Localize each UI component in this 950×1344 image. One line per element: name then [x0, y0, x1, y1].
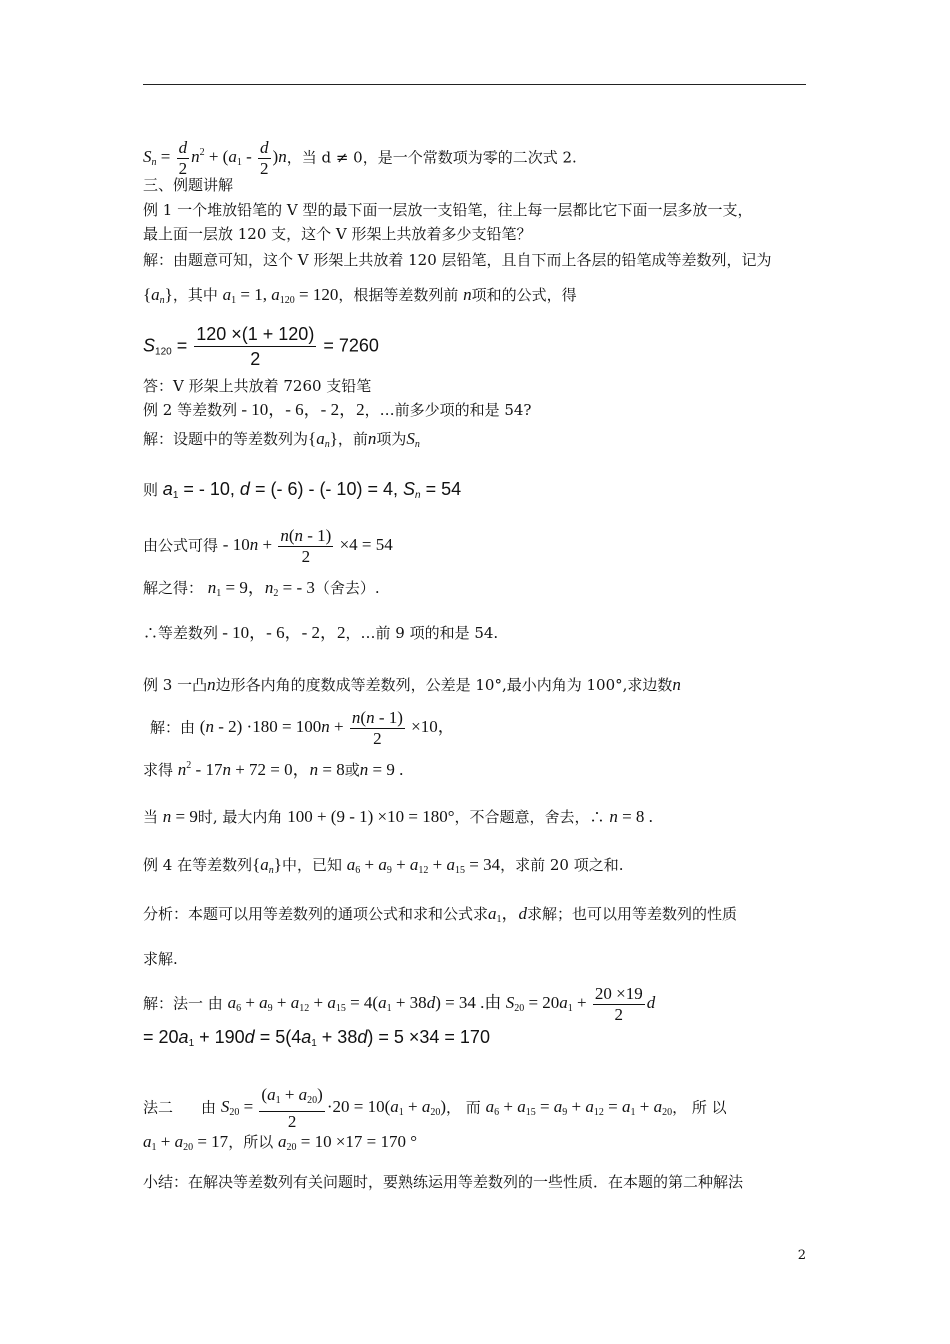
solution1-line2: $\{a_n\}$，其中 $a_1 = 1$, $a_{120} = 120$，根据等差数列前 n项和的公式，得: [143, 285, 577, 306]
solution2-line1: 解：设题中的等差数列为$\{a_n\}$，前n项为$S_n$: [143, 429, 420, 450]
solution2-line2: 则 $a_1$ = - 10, d = (- 6) - (- 10) = 4, $S_n = 54$: [143, 479, 462, 501]
analysis-line1: 分析：本题可以用等差数列的通项公式和求和公式求$a_1$，d求解；也可以用等差数列的性质: [143, 904, 738, 925]
formula-s120: $S_{120}$ = $\frac{120 \times(1 + 120)}{2}$ = 7260: [143, 324, 379, 369]
solution2-conclusion: ∴等差数列 - 10，- 6，- 2，2，…前 9 项的和是 54.: [143, 623, 499, 642]
method2-line1: 法二 由 $S_{20}$ = $\frac{(a_1 + a_{20})}{2}$ $\cdot 20 = 10(a_1 + a_{20})$， 而 $a_6 + a_{15} = a_9 + a_{12} = a_1 + a_{20}$， 所 以: [143, 1085, 727, 1131]
solution2-line4: 解之得： $n_1 = 9$，$n_2$ = - 3（舍去）.: [143, 578, 380, 599]
solution3-line1: 解：由 (n - 2) ·180 = 100n + $\frac{n(n - 1)}{2}$ ×10，: [150, 708, 455, 748]
page-number: 2: [797, 1248, 806, 1263]
example2-line: 例 2 等差数列 - 10，- 6，- 2，2，…前多少项的和是 54?: [143, 400, 532, 419]
answer1: 答：V 形架上共放着 7260 支铅笔: [143, 377, 372, 395]
summary-line: 小结：在解决等差数列有关问题时，要熟练运用等差数列的一些性质．在本题的第二种解法: [143, 1173, 744, 1191]
solution1-line1: 解：由题意可知，这个 V 形架上共放着 120 层铅笔，且自下而上各层的铅笔成等差数列，记为: [143, 251, 772, 269]
method1-line2: = $20a_1 + 190d = 5(4a_1 + 38d) = 5 \times 34 = 170$: [143, 1027, 490, 1049]
section-heading: 三、例题讲解: [143, 176, 234, 194]
solution2-line3: 由公式可得 - 10n + $\frac{n(n - 1)}{2}$ ×4 = 54: [143, 526, 393, 566]
example3-line: 例 3 一凸n边形各内角的度数成等差数列，公差是 10°,最小内角为 100°,求边数n: [143, 675, 681, 694]
example1-line2: 最上面一层放 120 支，这个 V 形架上共放着多少支铅笔？: [143, 225, 532, 243]
formula-line-sn: $S_n$ = $\frac{d}{2}$ $n^2 + (a_1$ - $\frac{d}{2}$ )n，当 d ≠ 0，是一个常数项为零的二次式 2.: [143, 138, 577, 178]
method1-line1: 解：法一 由 $a_6 + a_9 + a_{12} + a_{15} = 4(a_1 + 38d) = 34$ .由 $S_{20} = 20a_1$ + $\frac{20 \times 19}{2}$ d: [143, 984, 656, 1024]
example4-line: 例 4 在等差数列$\{a_n\}$中，已知 $a_6 + a_9 + a_{12} + a_{15} = 34$，求前 20 项之和.: [143, 855, 624, 876]
solution3-line2: 求得 $n^2 - 17n + 72 = 0$，n = 8或n = 9 .: [143, 760, 404, 779]
analysis-line2: 求解.: [143, 950, 178, 968]
solution3-line3: 当 n = 9时, 最大内角 100 + (9 - 1) ×10 = 180°，不合题意，舍去，∴ n = 8 .: [143, 807, 653, 826]
method2-line2: $a_1 + a_{20} = 17$，所以 $a_{20} = 10 \times 17 = 170$ °: [143, 1132, 418, 1153]
example1-line1: 例 1 一个堆放铅笔的 V 型的最下面一层放一支铅笔，往上每一层都比它下面一层多放一支，: [143, 201, 753, 219]
header-rule: [143, 84, 806, 85]
